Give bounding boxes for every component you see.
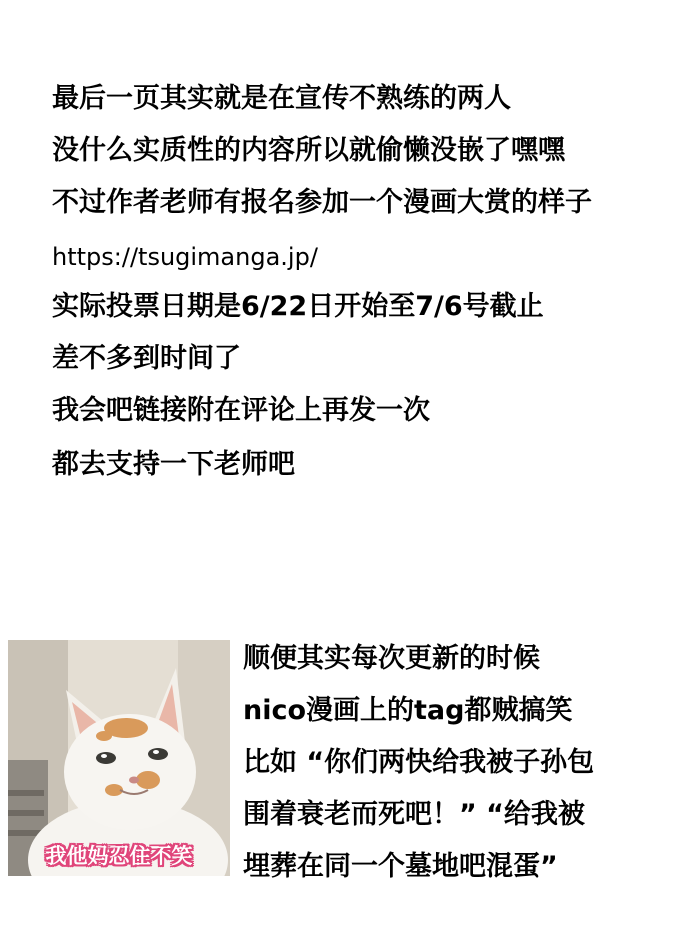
side-note-line-3: 比如 “你们两快给我被子孙包	[243, 747, 595, 778]
side-note-line-2: nico漫画上的tag都贼搞笑	[243, 695, 573, 726]
meme-caption: 我他妈忍住不笑	[45, 844, 193, 868]
note-line-8: 都去支持一下老师吧	[52, 449, 295, 480]
cat-meme-image	[8, 640, 230, 876]
note-line-6: 差不多到时间了	[52, 343, 241, 374]
side-note-line-5: 埋葬在同一个墓地吧混蛋”	[243, 851, 558, 882]
note-line-7: 我会吧链接附在评论上再发一次	[52, 395, 430, 426]
note-line-3: 不过作者老师有报名参加一个漫画大赏的样子	[52, 187, 592, 218]
note-line-5: 实际投票日期是6/22日开始至7/6号截止	[52, 291, 544, 322]
side-note-line-4: 围着衰老而死吧！” “给我被	[243, 799, 585, 830]
website-url: https://tsugimanga.jp/	[52, 243, 318, 271]
note-line-1: 最后一页其实就是在宣传不熟练的两人	[52, 83, 511, 114]
side-note-line-1: 顺便其实每次更新的时候	[243, 643, 540, 674]
note-line-2: 没什么实质性的内容所以就偷懒没嵌了嘿嘿	[52, 135, 565, 166]
